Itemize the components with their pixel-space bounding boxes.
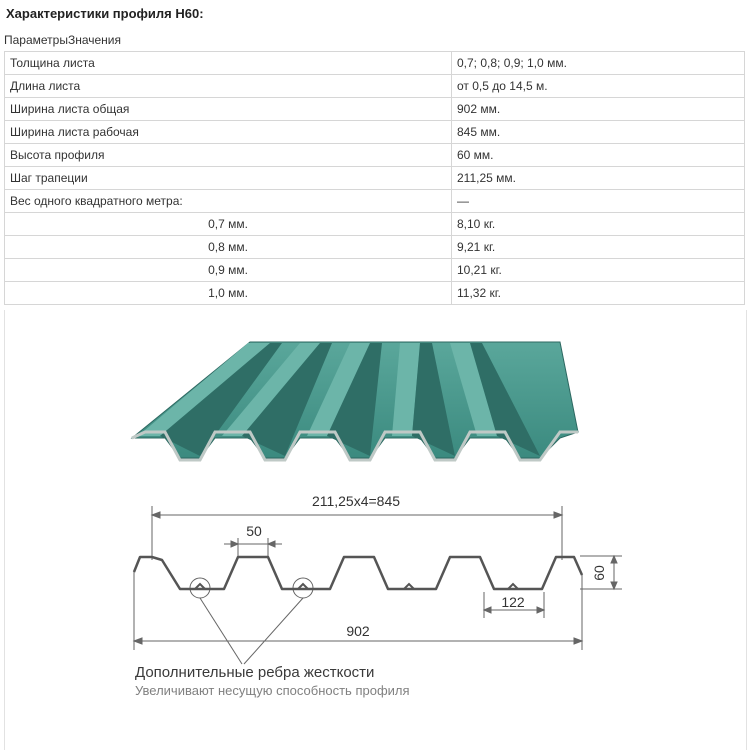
param-cell: Толщина листа [5, 52, 452, 75]
value-cell: 60 мм. [452, 144, 745, 167]
value-cell: — [452, 190, 745, 213]
page-title: Характеристики профиля Н60: [6, 6, 204, 21]
weight-cell: 11,32 кг. [452, 282, 745, 305]
dim-pitch-label: 211,25x4=845 [311, 493, 401, 509]
param-cell: Длина листа [5, 75, 452, 98]
weight-cell: 9,21 кг. [452, 236, 745, 259]
dim-width-label: 902 [346, 623, 370, 639]
thickness-cell: 0,8 мм. [5, 236, 452, 259]
dim-top-label: 50 [246, 523, 262, 539]
value-cell: 211,25 мм. [452, 167, 745, 190]
value-cell: 0,7; 0,8; 0,9; 1,0 мм. [452, 52, 745, 75]
weight-cell: 10,21 кг. [452, 259, 745, 282]
param-cell: Высота профиля [5, 144, 452, 167]
value-cell: 845 мм. [452, 121, 745, 144]
dim-bottom-label: 122 [501, 594, 525, 610]
profile-dimensions [134, 506, 622, 664]
thickness-cell: 1,0 мм. [5, 282, 452, 305]
thickness-cell: 0,9 мм. [5, 259, 452, 282]
weight-cell: 8,10 кг. [452, 213, 745, 236]
param-cell: Ширина листа общая [5, 98, 452, 121]
param-cell: Шаг трапеции [5, 167, 452, 190]
param-cell: Вес одного квадратного метра: [5, 190, 452, 213]
table-header: ПараметрыЗначения [4, 33, 122, 47]
param-cell: Ширина листа рабочая [5, 121, 452, 144]
caption-sub: Увеличивают несущую способность профиля [135, 683, 410, 698]
caption-main: Дополнительные ребра жесткости [135, 664, 375, 681]
dim-height-label: 60 [591, 565, 607, 581]
value-cell: от 0,5 до 14,5 м. [452, 75, 745, 98]
value-cell: 902 мм. [452, 98, 745, 121]
sheet-3d-illustration [132, 342, 578, 460]
thickness-cell: 0,7 мм. [5, 213, 452, 236]
